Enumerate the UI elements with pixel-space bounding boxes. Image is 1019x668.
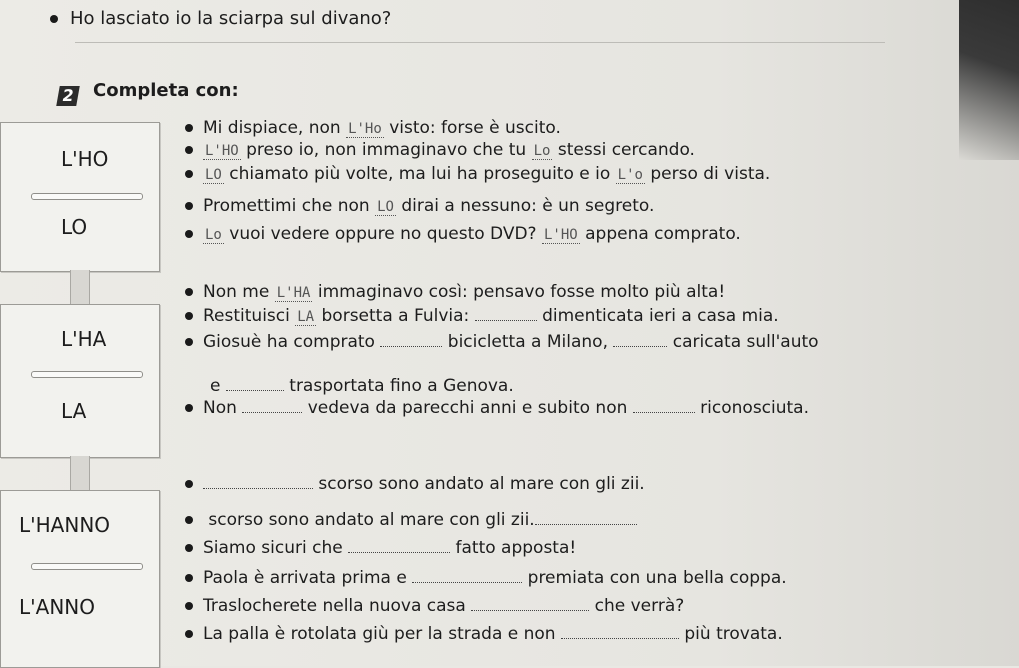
handwritten-answer: L'o [617, 167, 643, 183]
previous-question [50, 8, 391, 29]
option-card-lhanno-lanno [0, 490, 160, 668]
option-lo: LO [61, 215, 88, 239]
sentence-13: Paola è arrivata prima e premiata con una bella coppa. [185, 568, 787, 588]
option-la: LA [61, 399, 87, 423]
sentence-1: Mi dispiace, non L'Ho visto: forse è uscito. [185, 118, 561, 138]
handwritten-answer: LA [297, 309, 315, 325]
sentence-4: Promettimi che non LO dirai a nessuno: è un segreto. [185, 196, 654, 216]
sentence-2: L'HO preso io, non immaginavo che tu Lo stessi cercando. [185, 140, 695, 160]
handwritten-answer: L'HO [205, 143, 239, 159]
divider-line [75, 42, 885, 43]
sentence-6: Non me L'HA immaginavo così: pensavo fosse molto più alta! [185, 282, 725, 302]
option-card-lha-la [0, 304, 160, 458]
bullet-icon [185, 630, 193, 638]
option-lha: L'HA [61, 327, 107, 351]
bullet-icon [185, 230, 193, 238]
bullet-icon [185, 574, 193, 582]
sentence-15: La palla è rotolata giù per la strada e non più trovata. [185, 624, 783, 644]
sentence-8-continued: e trasportata fino a Genova. [210, 376, 514, 396]
bullet-icon [185, 602, 193, 610]
bullet-icon [50, 15, 58, 23]
handwritten-answer: L'HA [276, 285, 311, 301]
handwritten-answer: L'HO [543, 227, 578, 243]
handwritten-answer: Lo [205, 227, 222, 243]
handwritten-answer: LO [377, 199, 394, 215]
sentence-11: scorso sono andato al mare con gli zii. [185, 510, 637, 530]
bullet-icon [185, 146, 193, 154]
sentence-12: Siamo sicuri che fatto apposta! [185, 538, 576, 558]
bullet-icon [185, 480, 193, 488]
exercise-number: 2 [56, 86, 80, 106]
signpost-pole [70, 456, 90, 490]
card-separator [31, 193, 143, 200]
handwritten-answer: LO [205, 167, 222, 183]
option-lhanno: L'HANNO [19, 513, 111, 537]
bullet-icon [185, 170, 193, 178]
sentence-3: LO chiamato più volte, ma lui ha proseguito e io L'o perso di vista. [185, 164, 770, 184]
card-separator [31, 371, 143, 378]
bullet-icon [185, 202, 193, 210]
sentence-9: Non vedeva da parecchi anni e subito non riconosciuta. [185, 398, 809, 418]
card-separator [31, 563, 143, 570]
sentence-14: Traslocherete nella nuova casa che verrà? [185, 596, 684, 616]
handwritten-answer: L'Ho [348, 121, 382, 137]
photo-shadow [959, 0, 1019, 160]
sentence-7: Restituisci LA borsetta a Fulvia: dimenticata ieri a casa mia. [185, 306, 779, 326]
option-lho: L'HO [61, 147, 109, 171]
signpost-pole [70, 270, 90, 304]
sentence-10: scorso sono andato al mare con gli zii. [185, 474, 645, 494]
bullet-icon [185, 124, 193, 132]
bullet-icon [185, 516, 193, 524]
bullet-icon [185, 404, 193, 412]
option-lanno: L'ANNO [19, 595, 95, 619]
sentence-5: Lo vuoi vedere oppure no questo DVD? L'HO appena comprato. [185, 224, 741, 244]
bullet-icon [185, 312, 193, 320]
bullet-icon [185, 544, 193, 552]
bullet-icon [185, 288, 193, 296]
bullet-icon [185, 338, 193, 346]
option-card-lho-lo [0, 122, 160, 272]
handwritten-answer: Lo [533, 143, 551, 159]
previous-question-text: Ho lasciato io la sciarpa sul divano? [70, 8, 392, 29]
exercise-title: Completa con: [93, 80, 239, 101]
sentence-8: Giosuè ha comprato bicicletta a Milano, caricata sull'auto [185, 332, 819, 352]
